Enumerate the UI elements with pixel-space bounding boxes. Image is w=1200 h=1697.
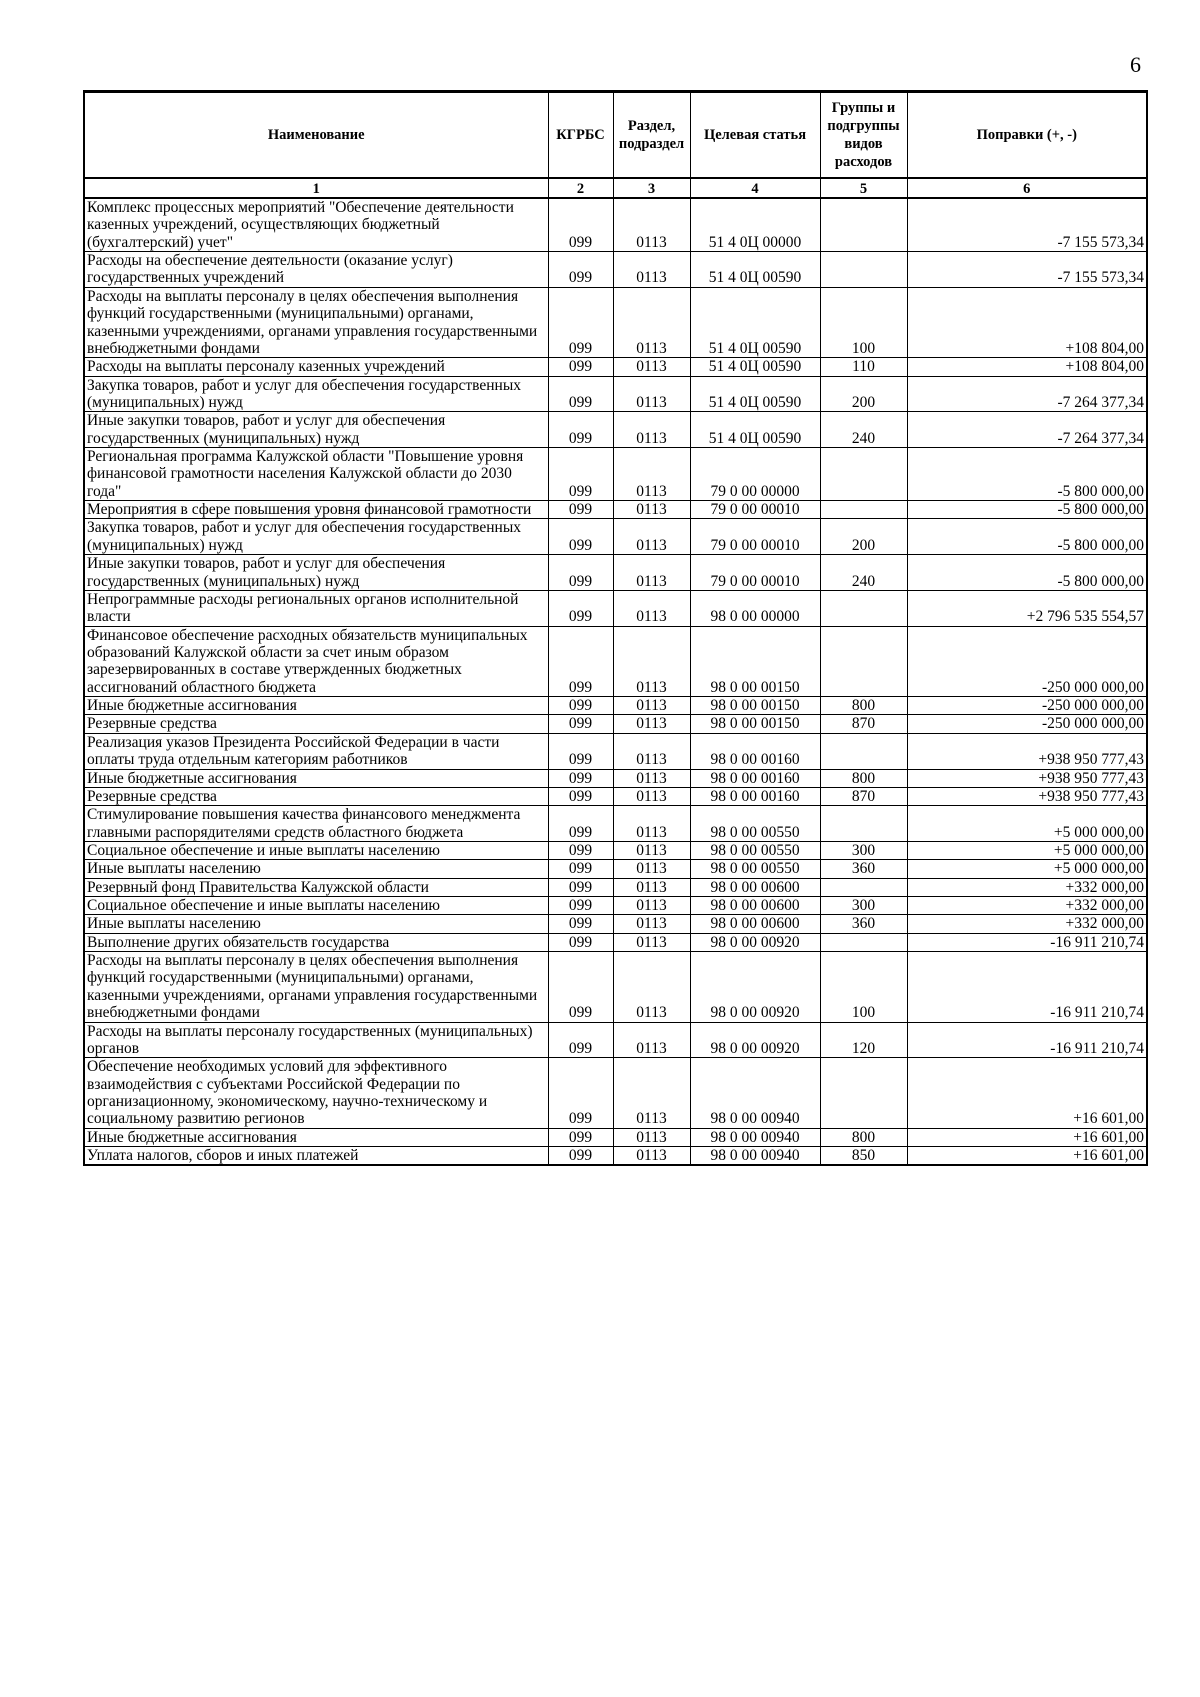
table-row [84,915,1147,933]
column-number: 3 [613,178,690,198]
row-name: Иные выплаты населению [84,915,548,933]
row-group: 120 [820,1022,907,1058]
header-kgrbs: КГРБС [548,92,613,179]
row-kgrbs: 099 [548,733,613,769]
row-kgrbs: 099 [548,897,613,915]
row-kgrbs: 099 [548,787,613,805]
row-amount: +108 804,00 [907,358,1147,376]
row-name: Финансовое обеспечение расходных обязательств муниципальных образований Калужской области за счет иным образом зарезервированных в составе утвержденных бюджетных ассигнований областного бюджета [84,626,548,696]
row-section: 0113 [613,412,690,448]
row-group [820,933,907,951]
row-group [820,733,907,769]
table-row [84,1058,1147,1128]
row-section: 0113 [613,787,690,805]
row-amount: +5 000 000,00 [907,860,1147,878]
row-name: Стимулирование повышения качества финансового менеджмента главными распорядителями средств областного бюджета [84,806,548,842]
row-section: 0113 [613,198,690,252]
row-name: Закупка товаров, работ и услуг для обеспечения государственных (муниципальных) нужд [84,519,548,555]
row-kgrbs: 099 [548,769,613,787]
row-target: 51 4 0Ц 00590 [690,412,820,448]
row-kgrbs: 099 [548,806,613,842]
row-target: 98 0 00 00150 [690,626,820,696]
row-group [820,806,907,842]
row-group: 240 [820,555,907,591]
row-name: Иные бюджетные ассигнования [84,1128,548,1146]
row-target: 98 0 00 00160 [690,769,820,787]
row-kgrbs: 099 [548,1128,613,1146]
row-section: 0113 [613,1022,690,1058]
row-section: 0113 [613,915,690,933]
row-target: 98 0 00 00940 [690,1147,820,1166]
row-kgrbs: 099 [548,697,613,715]
table-row [84,697,1147,715]
row-section: 0113 [613,1147,690,1166]
table-row [84,358,1147,376]
table-row [84,555,1147,591]
row-section: 0113 [613,590,690,626]
row-section: 0113 [613,715,690,733]
row-section: 0113 [613,878,690,896]
row-amount: +5 000 000,00 [907,806,1147,842]
row-target: 98 0 00 00550 [690,860,820,878]
row-name: Иные бюджетные ассигнования [84,769,548,787]
row-name: Выполнение других обязательств государства [84,933,548,951]
row-target: 98 0 00 00920 [690,1022,820,1058]
row-target: 98 0 00 00160 [690,787,820,805]
row-kgrbs: 099 [548,915,613,933]
row-name: Уплата налогов, сборов и иных платежей [84,1147,548,1166]
table-row [84,1128,1147,1146]
row-group: 300 [820,841,907,859]
row-amount: -250 000 000,00 [907,697,1147,715]
header-groups: Группы и подгруппы видов расходов [820,92,907,179]
row-section: 0113 [613,860,690,878]
table-row [84,897,1147,915]
row-amount: +332 000,00 [907,878,1147,896]
row-kgrbs: 099 [548,715,613,733]
row-group: 800 [820,769,907,787]
row-name: Расходы на выплаты персоналу государственных (муниципальных) органов [84,1022,548,1058]
table-row [84,252,1147,288]
row-target: 79 0 00 00010 [690,519,820,555]
row-group [820,198,907,252]
row-group: 200 [820,376,907,412]
row-amount: -7 155 573,34 [907,252,1147,288]
row-kgrbs: 099 [548,1022,613,1058]
row-group: 800 [820,697,907,715]
row-section: 0113 [613,626,690,696]
row-amount: +16 601,00 [907,1128,1147,1146]
row-section: 0113 [613,841,690,859]
row-group [820,252,907,288]
row-target: 51 4 0Ц 00590 [690,287,820,357]
row-group: 360 [820,915,907,933]
row-amount: +5 000 000,00 [907,841,1147,859]
table-row [84,198,1147,252]
row-target: 79 0 00 00000 [690,448,820,501]
row-name: Социальное обеспечение и иные выплаты населению [84,841,548,859]
row-target: 98 0 00 00600 [690,897,820,915]
row-kgrbs: 099 [548,252,613,288]
row-group: 110 [820,358,907,376]
header-section: Раздел, подраздел [613,92,690,179]
row-kgrbs: 099 [548,860,613,878]
row-amount: +16 601,00 [907,1058,1147,1128]
table-row [84,590,1147,626]
row-amount: +938 950 777,43 [907,733,1147,769]
row-name: Иные закупки товаров, работ и услуг для обеспечения государственных (муниципальных) нужд [84,412,548,448]
table-row [84,412,1147,448]
row-target: 51 4 0Ц 00590 [690,376,820,412]
table-row [84,878,1147,896]
row-amount: +16 601,00 [907,1147,1147,1166]
table-body [84,198,1147,1165]
header-amendments: Поправки (+, -) [907,92,1147,179]
row-amount: -16 911 210,74 [907,952,1147,1022]
row-name: Иные бюджетные ассигнования [84,697,548,715]
table-row [84,376,1147,412]
row-kgrbs: 099 [548,198,613,252]
row-amount: +2 796 535 554,57 [907,590,1147,626]
page-number: 6 [1130,52,1141,77]
row-kgrbs: 099 [548,952,613,1022]
row-group [820,448,907,501]
row-amount: +108 804,00 [907,287,1147,357]
row-target: 51 4 0Ц 00590 [690,358,820,376]
budget-amendments-table [83,90,1148,1166]
table-row [84,501,1147,519]
row-name: Иные выплаты населению [84,860,548,878]
row-target: 98 0 00 00550 [690,806,820,842]
table-row [84,806,1147,842]
row-kgrbs: 099 [548,501,613,519]
row-target: 98 0 00 00000 [690,590,820,626]
row-group: 870 [820,715,907,733]
column-number: 1 [84,178,548,198]
row-amount: -16 911 210,74 [907,1022,1147,1058]
row-target: 98 0 00 00940 [690,1058,820,1128]
row-kgrbs: 099 [548,376,613,412]
header-name: Наименование [84,92,548,179]
row-kgrbs: 099 [548,878,613,896]
row-section: 0113 [613,1128,690,1146]
row-target: 98 0 00 00150 [690,715,820,733]
header-target: Целевая статья [690,92,820,179]
row-group: 360 [820,860,907,878]
table-row [84,519,1147,555]
table-row [84,841,1147,859]
row-target: 98 0 00 00160 [690,733,820,769]
row-group: 300 [820,897,907,915]
table-row [84,1147,1147,1166]
row-name: Расходы на выплаты персоналу в целях обеспечения выполнения функций государственными (муниципальными) органами, казенными учреждениями, органами управления государственными внебюджетными фондами [84,287,548,357]
row-group [820,878,907,896]
table-row [84,769,1147,787]
row-amount: -7 264 377,34 [907,376,1147,412]
table-row [84,1022,1147,1058]
table-row [84,448,1147,501]
row-kgrbs: 099 [548,358,613,376]
row-amount: -250 000 000,00 [907,715,1147,733]
row-name: Резервные средства [84,715,548,733]
row-section: 0113 [613,555,690,591]
row-amount: -5 800 000,00 [907,501,1147,519]
row-section: 0113 [613,519,690,555]
table-row [84,787,1147,805]
row-amount: -250 000 000,00 [907,626,1147,696]
row-amount: +938 950 777,43 [907,769,1147,787]
row-section: 0113 [613,252,690,288]
row-name: Резервный фонд Правительства Калужской области [84,878,548,896]
row-target: 98 0 00 00600 [690,915,820,933]
row-amount: -5 800 000,00 [907,519,1147,555]
row-group [820,590,907,626]
row-section: 0113 [613,806,690,842]
row-target: 79 0 00 00010 [690,501,820,519]
row-kgrbs: 099 [548,287,613,357]
row-name: Расходы на обеспечение деятельности (оказание услуг) государственных учреждений [84,252,548,288]
row-amount: +938 950 777,43 [907,787,1147,805]
row-section: 0113 [613,769,690,787]
row-name: Расходы на выплаты персоналу в целях обеспечения выполнения функций государственными (муниципальными) органами, казенными учреждениями, органами управления государственными внебюджетными фондами [84,952,548,1022]
row-amount: -7 155 573,34 [907,198,1147,252]
row-group: 100 [820,952,907,1022]
row-name: Закупка товаров, работ и услуг для обеспечения государственных (муниципальных) нужд [84,376,548,412]
table-row [84,626,1147,696]
row-group: 100 [820,287,907,357]
row-group: 870 [820,787,907,805]
row-name: Расходы на выплаты персоналу казенных учреждений [84,358,548,376]
row-section: 0113 [613,501,690,519]
table-row [84,733,1147,769]
row-target: 98 0 00 00600 [690,878,820,896]
row-target: 79 0 00 00010 [690,555,820,591]
row-target: 51 4 0Ц 00590 [690,252,820,288]
row-name: Непрограммные расходы региональных органов исполнительной власти [84,590,548,626]
row-kgrbs: 099 [548,519,613,555]
row-group [820,1058,907,1128]
row-section: 0113 [613,448,690,501]
column-number: 4 [690,178,820,198]
row-section: 0113 [613,897,690,915]
row-kgrbs: 099 [548,448,613,501]
row-target: 98 0 00 00920 [690,952,820,1022]
row-name: Реализация указов Президента Российской Федерации в части оплаты труда отдельным категориям работников [84,733,548,769]
header-row [84,92,1147,179]
row-kgrbs: 099 [548,1147,613,1166]
row-group: 800 [820,1128,907,1146]
row-name: Комплекс процессных мероприятий "Обеспечение деятельности казенных учреждений, осуществляющих бюджетный (бухгалтерский) учет" [84,198,548,252]
row-section: 0113 [613,1058,690,1128]
row-amount: +332 000,00 [907,897,1147,915]
row-group: 850 [820,1147,907,1166]
row-section: 0113 [613,697,690,715]
row-amount: -7 264 377,34 [907,412,1147,448]
table-row [84,952,1147,1022]
table-row [84,860,1147,878]
column-number: 2 [548,178,613,198]
row-name: Обеспечение необходимых условий для эффективного взаимодействия с субъектами Российской Федерации по организационному, экономическому, научно-техническому и социальному развитию регионов [84,1058,548,1128]
row-section: 0113 [613,287,690,357]
row-kgrbs: 099 [548,555,613,591]
row-section: 0113 [613,933,690,951]
row-kgrbs: 099 [548,841,613,859]
row-name: Резервные средства [84,787,548,805]
row-target: 98 0 00 00920 [690,933,820,951]
row-kgrbs: 099 [548,590,613,626]
row-section: 0113 [613,952,690,1022]
row-amount: -5 800 000,00 [907,448,1147,501]
row-group: 200 [820,519,907,555]
row-target: 98 0 00 00940 [690,1128,820,1146]
row-kgrbs: 099 [548,1058,613,1128]
row-amount: +332 000,00 [907,915,1147,933]
table-row [84,933,1147,951]
row-target: 98 0 00 00150 [690,697,820,715]
row-group [820,626,907,696]
row-name: Региональная программа Калужской области "Повышение уровня финансовой грамотности населения Калужской области до 2030 года" [84,448,548,501]
row-target: 51 4 0Ц 00000 [690,198,820,252]
row-name: Мероприятия в сфере повышения уровня финансовой грамотности [84,501,548,519]
table-row [84,715,1147,733]
row-kgrbs: 099 [548,933,613,951]
row-group: 240 [820,412,907,448]
table-row [84,287,1147,357]
column-number: 6 [907,178,1147,198]
row-target: 98 0 00 00550 [690,841,820,859]
row-name: Социальное обеспечение и иные выплаты населению [84,897,548,915]
column-number-row [84,178,1147,198]
row-amount: -5 800 000,00 [907,555,1147,591]
column-number: 5 [820,178,907,198]
row-section: 0113 [613,733,690,769]
row-name: Иные закупки товаров, работ и услуг для обеспечения государственных (муниципальных) нужд [84,555,548,591]
row-group [820,501,907,519]
row-kgrbs: 099 [548,412,613,448]
row-kgrbs: 099 [548,626,613,696]
row-section: 0113 [613,358,690,376]
row-section: 0113 [613,376,690,412]
row-amount: -16 911 210,74 [907,933,1147,951]
